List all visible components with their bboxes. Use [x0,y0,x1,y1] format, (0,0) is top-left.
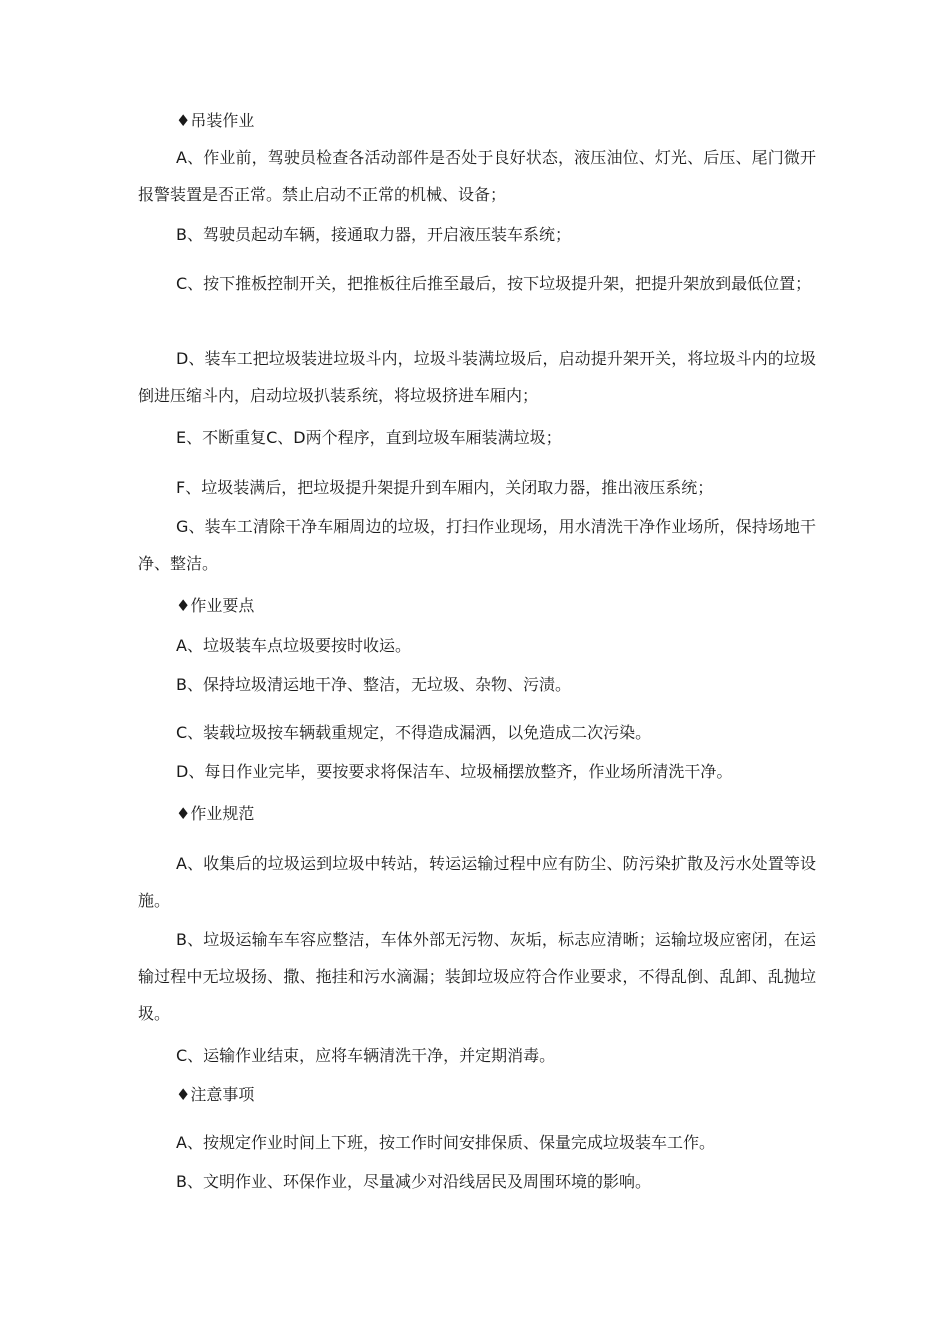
paragraph-norms-a: A、收集后的垃圾运到垃圾中转站，转运运输过程中应有防尘、防污染扩散及污水处置等设施。 [138,854,816,910]
section-heading-lifting: ♦吊装作业 [176,111,255,130]
section-heading-key-points: ♦作业要点 [176,596,255,615]
paragraph-notes-a: A、按规定作业时间上下班，按工作时间安排保质、保量完成垃圾装车工作。 [176,1133,715,1152]
paragraph-lifting-c: C、按下推板控制开关，把推板往后推至最后，按下垃圾提升架，把提升架放到最低位置； [176,274,812,293]
paragraph-lifting-f: F、垃圾装满后，把垃圾提升架提升到车厢内，关闭取力器，推出液压系统； [176,478,714,497]
paragraph-lifting-g: G、装车工清除干净车厢周边的垃圾，打扫作业现场，用水清洗干净作业场所，保持场地干净、整洁。 [138,517,816,573]
paragraph-key-points-c: C、装载垃圾按车辆载重规定，不得造成漏洒，以免造成二次污染。 [176,723,652,742]
section-heading-notes: ♦注意事项 [176,1085,255,1104]
paragraph-norms-b: B、垃圾运输车车容应整洁，车体外部无污物、灰垢，标志应清晰；运输垃圾应密闭，在运输过程中无垃圾扬、撒、拖挂和污水滴漏；装卸垃圾应符合作业要求，不得乱倒、乱卸、乱抛垃圾。 [138,930,816,1023]
paragraph-key-points-b: B、保持垃圾清运地干净、整洁，无垃圾、杂物、污渍。 [176,675,571,694]
paragraph-norms-c: C、运输作业结束，应将车辆清洗干净，并定期消毒。 [176,1046,556,1065]
paragraph-lifting-d: D、装车工把垃圾装进垃圾斗内，垃圾斗装满垃圾后，启动提升架开关，将垃圾斗内的垃圾倒进压缩斗内，启动垃圾扒装系统，将垃圾挤进车厢内； [138,349,816,405]
paragraph-lifting-a: A、作业前，驾驶员检查各活动部件是否处于良好状态，液压油位、灯光、后压、尾门微开报警装置是否正常。禁止启动不正常的机械、设备； [138,148,816,204]
section-heading-norms: ♦作业规范 [176,804,255,823]
paragraph-notes-b: B、文明作业、环保作业，尽量减少对沿线居民及周围环境的影响。 [176,1172,651,1191]
paragraph-lifting-b: B、驾驶员起动车辆，接通取力器，开启液压装车系统； [176,225,571,244]
paragraph-lifting-e: E、不断重复C、D两个程序，直到垃圾车厢装满垃圾； [176,428,562,447]
paragraph-key-points-d: D、每日作业完毕，要按要求将保洁车、垃圾桶摆放整齐，作业场所清洗干净。 [176,762,733,781]
paragraph-key-points-a: A、垃圾装车点垃圾要按时收运。 [176,636,411,655]
